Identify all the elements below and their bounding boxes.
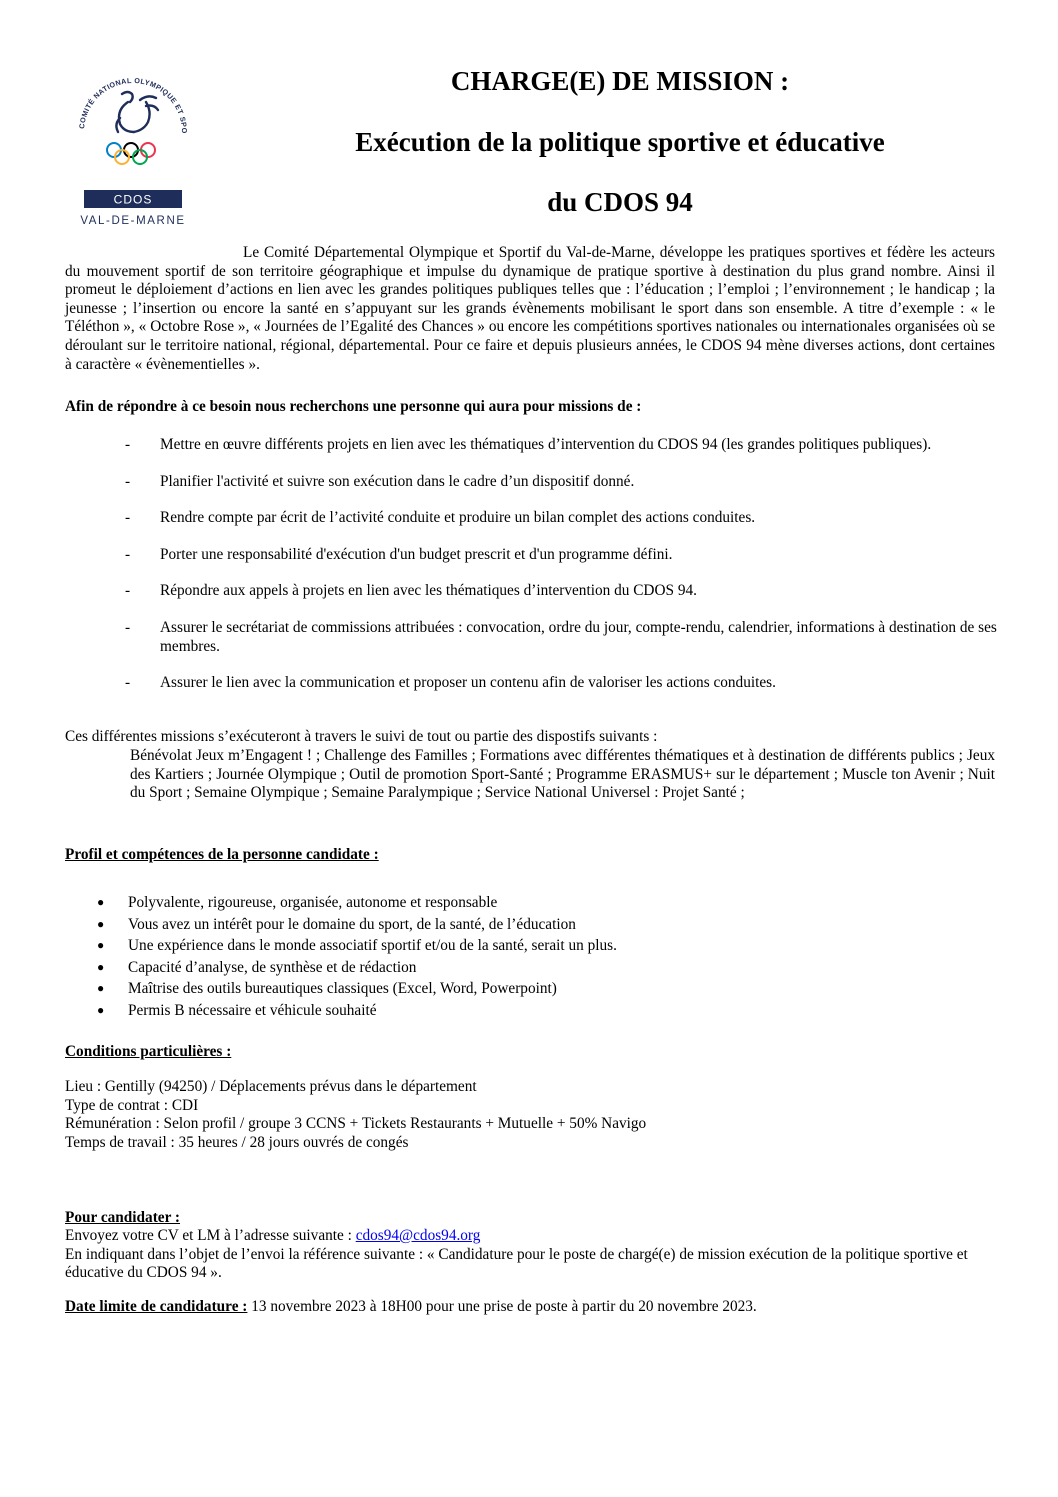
dash-bullet: - [125,582,131,600]
email-link[interactable]: cdos94@cdos94.org [355,1227,481,1244]
bullet-icon: ● [97,981,105,995]
profil-item [65,935,965,957]
mission-item [65,582,1000,601]
dash-bullet: - [125,674,131,692]
bullet-icon: ● [97,938,105,952]
bullet-icon: ● [97,895,105,909]
profil-text: Permis B nécessaire et véhicule souhaité [128,1001,377,1019]
mission-item [65,546,1000,565]
title-line-3: du CDOS 94 [547,187,693,217]
condition-line: Type de contrat : CDI [65,1096,199,1114]
missions-heading: Afin de répondre à ce besoin nous recherchons une personne qui aura pour missions de : [65,398,642,415]
candidater-prefix: Envoyez votre CV et LM à l’adresse suivante : [65,1227,356,1244]
deadline-text: 13 novembre 2023 à 18H00 pour une prise de poste à partir du 20 novembre 2023. [247,1298,757,1315]
conditions-block [65,1078,646,1152]
cdos-logo-graphic [62,70,204,230]
dash-bullet: - [125,545,131,563]
candidater-heading: Pour candidater : [65,1209,181,1226]
deadline-label: Date limite de candidature : [65,1298,248,1315]
mission-item [65,674,1000,693]
bullet-icon: ● [97,959,105,974]
dispositifs-lead: Ces différentes missions s’exécuteront à travers le suivi de tout ou partie des dispostifs suivants : [65,728,658,745]
mission-text: Mettre en œuvre différents projets en lien avec les thématiques d’intervention du CDOS 94 (les grandes politiques publiques). [160,436,932,453]
dash-bullet: - [125,618,131,636]
profil-text: Une expérience dans le monde associatif sportif et/ou de la santé, serait un plus. [128,937,617,954]
ring-black [124,143,138,157]
mission-item [65,619,1000,656]
bullet-icon: ● [97,916,105,931]
conditions-heading: Conditions particulières : [65,1043,232,1060]
profil-text: Polyvalente, rigoureuse, organisée, autonome et responsable [128,894,498,911]
profil-item [65,978,965,1000]
condition-line: Temps de travail : 35 heures / 28 jours ouvrés de congés [65,1133,409,1151]
rooster-icon [116,92,158,132]
cdos-logo [62,70,204,230]
mission-item [65,436,1000,455]
svg-text:COMITÉ NATIONAL OLYMPIQUE ET S [62,70,189,134]
mission-text: Porter une responsabilité d'exécution d'un budget prescrit et d'un programme défini. [160,545,673,563]
profil-text: Capacité d’analyse, de synthèse et de rédaction [128,958,417,976]
profil-list [65,892,965,1021]
mission-text: Répondre aux appels à projets en lien avec les thématiques d’intervention du CDOS 94. [160,582,697,600]
profil-heading: Profil et compétences de la personne candidate : [65,846,379,863]
condition-line: Lieu : Gentilly (94250) / Déplacements prévus dans le département [65,1078,477,1095]
logo-badge-text: CDOS [113,192,153,207]
profil-text: Vous avez un intérêt pour le domaine du sport, de la santé, de l’éducation [128,915,576,933]
mission-text: Rendre compte par écrit de l’activité conduite et produire un bilan complet des actions conduites. [160,509,756,527]
olympic-rings-icon [107,143,155,164]
logo-arc-text: COMITÉ NATIONAL OLYMPIQUE ET SPO [77,75,190,134]
intro-paragraph: Le Comité Départemental Olympique et Sportif du Val-de-Marne, développe les pratiques sportives et fédère les acteurs du mouvement sportif de son territoire géographique et impulse du dynamique de pratique sportive à destination du plus grand nombre. Ainsi il promeut le déploiement d’actions en lien avec les grandes politiques publiques telles que : l’éducation ; l’emploi ; l’environnement ; le handicap ; la jeunesse ; l’insertion ou encore la santé en s’appuyant sur les grands évènements mobilisant le sport dans son ensemble. A titre d’exemple : « le Téléthon », « Octobre Rose », « Journées de l’Egalité des Chances » ou encore les compétitions sportives nationales ou internationales organisées où se déroulant sur le territoire national, régional, départemental. Pour ce faire et depuis plusieurs années, le CDOS 94 mène diverses actions, dont certaines à caractère « évènementielles ». [65,244,995,373]
candidater-block [65,1227,995,1283]
profil-item [65,914,965,936]
profil-item [65,957,965,979]
dash-bullet: - [125,509,131,527]
dash-bullet: - [125,436,131,453]
mission-text: Planifier l'activité et suivre son exécution dans le cadre d’un dispositif donné. [160,472,635,490]
mission-item [65,509,1000,528]
candidater-line-2: En indiquant dans l’objet de l’envoi la référence suivante : « Candidature pour le poste de chargé(e) de mission exécution de la politique sportive et éducative du CDOS 94 ». [65,1245,968,1282]
candidater-line-1 [65,1227,995,1246]
title-line-1: CHARGE(E) DE MISSION : [450,66,790,96]
logo-region-text: VAL-DE-MARNE [80,215,186,227]
title-line-2: Exécution de la politique sportive et éducative [355,127,885,157]
mission-text: Assurer le lien avec la communication et proposer un contenu afin de valoriser les actions conduites. [160,674,776,692]
profil-item [65,1000,965,1022]
dash-bullet: - [125,472,131,490]
condition-line: Rémunération : Selon profil / groupe 3 CCNS + Tickets Restaurants + Mutuelle + 50% Navigo [65,1115,647,1133]
profil-item [65,892,965,914]
dispositifs-list: Bénévolat Jeux m’Engagent ! ; Challenge des Familles ; Formations avec différentes thématiques et à destination de différents publics ; Jeux des Kartiers ; Journée Olympique ; Outil de promotion Sport-Santé ; Programme ERASMUS+ sur le département ; Muscle ton Avenir ; Nuit du Sport ; Semaine Olympique ; Semaine Paralympique ; Service National Universel : Projet Santé ; [130,747,995,802]
deadline-line [65,1298,757,1316]
mission-item [65,473,1000,492]
missions-list [65,436,1000,711]
bullet-icon: ● [97,1002,105,1017]
mission-text: Assurer le secrétariat de commissions attribuées : convocation, ordre du jour, compte-rendu, calendrier, informations à destination de ses membres. [160,618,997,655]
profil-text: Maîtrise des outils bureautiques classiques (Excel, Word, Powerpoint) [128,980,557,997]
